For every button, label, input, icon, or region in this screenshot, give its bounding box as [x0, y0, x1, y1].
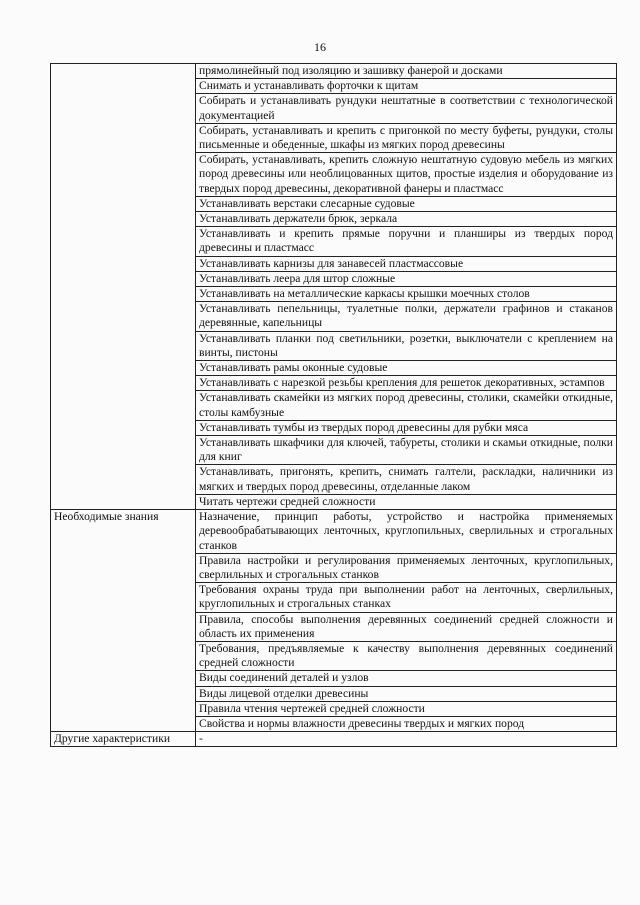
- item-cell: Правила чтения чертежей средней сложности: [196, 701, 617, 716]
- category-cell: Необходимые знания: [51, 510, 196, 732]
- item-cell: Назначение, принцип работы, устройство и настройка применяемых деревообрабатывающих ленточных, круглопильных, сверлильных и строгальных станков: [196, 510, 617, 554]
- item-cell: Виды соединений деталей и узлов: [196, 671, 617, 686]
- item-cell: Устанавливать, пригонять, крепить, снимать галтели, раскладки, наличники из мягких и твердых пород древесины, отделанные лаком: [196, 465, 617, 494]
- item-cell: Снимать и устанавливать форточки к щитам: [196, 79, 617, 94]
- item-cell: Виды лицевой отделки древесины: [196, 686, 617, 701]
- item-cell: Требования, предъявляемые к качеству выполнения деревянных соединений средней сложности: [196, 641, 617, 670]
- item-cell: Устанавливать скамейки из мягких пород древесины, столики, скамейки откидные, столы камбузные: [196, 391, 617, 420]
- item-cell: Правила, способы выполнения деревянных соединений средней сложности и область их применения: [196, 612, 617, 641]
- item-cell: Устанавливать рамы оконные судовые: [196, 361, 617, 376]
- item-cell: Устанавливать на металлические каркасы крышки моечных столов: [196, 287, 617, 302]
- item-cell: Устанавливать пепельницы, туалетные полки, держатели графинов и стаканов деревянные, капельницы: [196, 302, 617, 331]
- item-cell: Устанавливать тумбы из твердых пород древесины для рубки мяса: [196, 420, 617, 435]
- item-cell: Правила настройки и регулирования применяемых ленточных, круглопильных, сверлильных и строгальных станков: [196, 553, 617, 582]
- item-cell: Устанавливать планки под светильники, розетки, выключатели с креплением на винты, пистоны: [196, 331, 617, 360]
- page-number: 16: [314, 40, 326, 54]
- category-cell: Другие характеристики: [51, 732, 196, 747]
- item-cell: Устанавливать леера для штор сложные: [196, 271, 617, 286]
- item-cell: Устанавливать шкафчики для ключей, табуреты, столики и скамьи откидные, полки для книг: [196, 436, 617, 465]
- item-cell: Читать чертежи средней сложности: [196, 494, 617, 509]
- item-cell: -: [196, 732, 617, 747]
- item-cell: Собирать и устанавливать рундуки нештатные в соответствии с технологической документацией: [196, 94, 617, 123]
- item-cell: Свойства и нормы влажности древесины твердых и мягких пород: [196, 716, 617, 731]
- table-row: [51, 64, 617, 79]
- item-cell: Устанавливать карнизы для занавесей пластмассовые: [196, 256, 617, 271]
- item-cell: Устанавливать держатели брюк, зеркала: [196, 212, 617, 227]
- item-cell: Устанавливать верстаки слесарные судовые: [196, 196, 617, 211]
- item-cell: Собирать, устанавливать и крепить с пригонкой по месту буфеты, рундуки, столы письменные и обеденные, шкафы из мягких пород древесины: [196, 123, 617, 152]
- table-body: [51, 64, 617, 747]
- item-cell: Требования охраны труда при выполнении работ на ленточных, сверлильных, круглопильных и строгальных станках: [196, 583, 617, 612]
- item-cell: прямолинейный под изоляцию и зашивку фанерой и досками: [196, 64, 617, 79]
- item-cell: Собирать, устанавливать, крепить сложную нештатную судовую мебель из мягких пород древесины или необлицованных щитов, простые изделия и оборудование из твердых пород древесины, декоративной фанеры и пластмасс: [196, 153, 617, 197]
- item-cell: Устанавливать и крепить прямые поручни и планширы из твердых пород древесины и пластмасс: [196, 227, 617, 256]
- category-cell: [51, 64, 196, 510]
- skills-table: [50, 63, 617, 747]
- table-row: [51, 732, 617, 747]
- item-cell: Устанавливать с нарезкой резьбы крепления для решеток декоративных, эстампов: [196, 376, 617, 391]
- table-row: [51, 510, 617, 554]
